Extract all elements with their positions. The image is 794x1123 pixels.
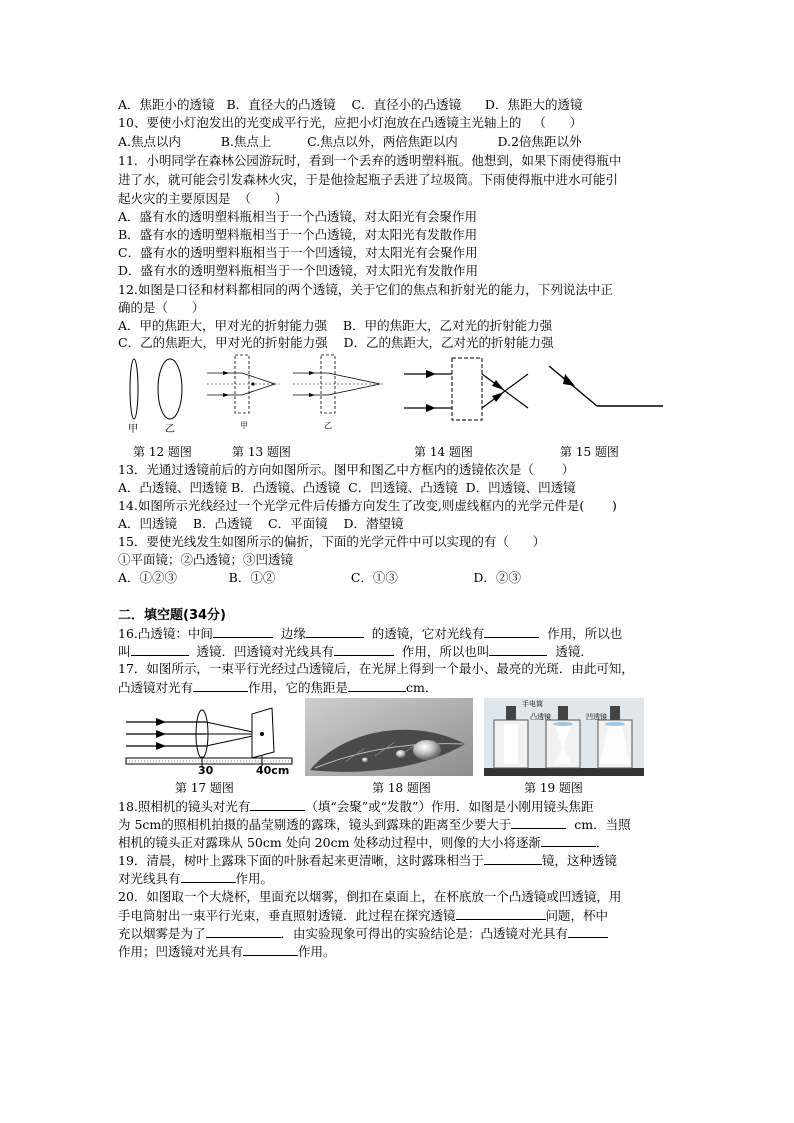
q11-option-d: D．盛有水的透明塑料瓶相当于一个凹透镜，对太阳光有发散作用 <box>118 263 479 278</box>
q17-line-1: 17．如图所示，一束平行光经过凸透镜后，在光屏上得到一个最小、最亮的光斑．由此可知， <box>118 661 634 676</box>
optical-element-box <box>452 358 482 420</box>
caption-fig18: 第 18 题图 <box>372 781 431 795</box>
caption-fig14: 第 14 题图 <box>414 445 473 459</box>
q15-elements: ①平面镜；②凸透镜；③凹透镜 <box>118 552 294 567</box>
q10-options: A.焦点以内 B.焦点上 C.焦点以外，两倍焦距以内 D.2倍焦距以外 <box>118 134 582 149</box>
caption-fig17: 第 17 题图 <box>175 781 234 795</box>
fig14-box <box>400 350 535 430</box>
fig13-rays <box>205 353 385 425</box>
q20-line-1: 20．如图取一个大烧杯，里面充以烟雾，倒扣在桌面上，在杯底放一个凸透镜或凹透镜，用 <box>118 889 622 904</box>
label-yi: 乙 <box>165 424 175 435</box>
q12-options-ab: A．甲的焦距大，甲对光的折射能力强 B．甲的焦距大，乙对光的折射能力强 <box>118 318 553 333</box>
fig19-concave-label: 凹透镜 <box>586 713 607 721</box>
caption-fig15: 第 15 题图 <box>560 445 619 459</box>
lens-jia <box>130 359 138 419</box>
q18-line-3: 相机的镜头正对露珠从 50cm 处向 20cm 处移动过程中，则像的大小将逐渐 ． <box>118 835 609 850</box>
fig18-dew-photo <box>305 698 473 776</box>
caption-fig12: 第 12 题图 <box>133 445 192 459</box>
q12-stem-1: 12.如图是口径和材料都相同的两个透镜，关于它们的焦点和折射光的能力，下列说法中正 <box>118 282 613 297</box>
q11-option-a: A．盛有水的透明塑料瓶相当于一个凸透镜，对太阳光有会聚作用 <box>118 209 478 224</box>
q16-line-2: 叫 透镜．凹透镜对光线具有 作用，所以也叫 透镜． <box>118 644 593 659</box>
q11-stem-3: 起火灾的主要原因是 （ ） <box>118 191 288 206</box>
label-yi-small: 乙 <box>324 421 332 430</box>
q12-stem-2: 确的是（ ） <box>118 300 205 315</box>
q13-options: A．凸透镜、凹透镜 B．凸透镜、凸透镜 C．凹透镜、凸透镜 D．凹透镜、凹透镜 <box>118 480 576 495</box>
caption-fig19: 第 19 题图 <box>524 781 583 795</box>
caption-fig13: 第 13 题图 <box>232 445 291 459</box>
fig15-bent-ray <box>545 362 667 417</box>
fig19-convex-label: 凸透镜 <box>530 713 551 721</box>
q11-option-b: B．盛有水的透明塑料瓶相当于一个凸透镜，对太阳光有发散作用 <box>118 227 478 242</box>
fig19-beakers <box>484 698 644 776</box>
q14-options: A．凹透镜 B．凸透镜 C．平面镜 D．潜望镜 <box>118 516 404 531</box>
lens-yi <box>158 359 182 419</box>
section-title: 二．填空题(34分) <box>118 608 226 623</box>
fig19-flashlight-label: 手电筒 <box>522 700 543 708</box>
q19-line-2: 对光线具有 作用。 <box>118 871 274 886</box>
q11-stem-1: 11．小明同学在森林公园游玩时，看到一个丢弃的透明塑料瓶。他想到，如果下雨使得瓶中 <box>118 153 622 168</box>
q20-line-2: 手电筒射出一束平行光束，垂直照射透镜．此过程在探究透镜 问题，杯中 <box>118 908 609 923</box>
q19-line-1: 19．清晨，树叶上露珠下面的叶脉看起来更清晰，这时露珠相当于 镜，这种透镜 <box>118 853 617 868</box>
q20-line-4: 作用；凹透镜对光具有 作用。 <box>118 944 336 959</box>
q9-options: A．焦距小的透镜 B．直径大的凸透镜 C．直径小的凸透镜 D．焦距大的透镜 <box>118 97 583 112</box>
q13-stem: 13．光通过透镜前后的方向如图所示。图甲和图乙中方框内的透镜依次是（ ） <box>118 462 575 477</box>
q15-stem: 15．要使光线发生如图所示的偏折，下面的光学元件中可以实现的有（ ） <box>118 534 546 549</box>
q18-line-2: 为 5cm的照相机拍摄的晶莹剔透的露珠，镜头到露珠的距离至少要大于 cm．当照 <box>118 817 631 832</box>
q16-line-1: 16.凸透镜：中间 边缘 的透镜，它对光线有 作用，所以也 <box>118 626 623 641</box>
q11-stem-2: 进了水，就可能会引发森林火灾，于是他捡起瓶子丢进了垃圾筒。下雨使得瓶中进水可能引 <box>118 172 619 187</box>
q10-stem: 10、要使小灯泡发出的光变成平行光，应把小灯泡放在凸透镜主光轴上的 （ ） <box>118 115 583 130</box>
q14-stem: 14.如图所示光线经过一个光学元件后传播方向发生了改变,则虚线框内的光学元件是( ) <box>118 498 617 513</box>
q12-options-cd: C．乙的焦距大，甲对光的折射能力强 D．乙的焦距大，乙对光的折射能力强 <box>118 335 554 350</box>
box-yi <box>321 355 335 413</box>
q18-line-1: 18.照相机的镜头对光有 （填“会聚”或“发散”）作用．如图是小刚用镜头焦距 <box>118 799 594 814</box>
label-jia: 甲 <box>128 424 138 435</box>
fig17-mark-30: 30 <box>198 764 214 777</box>
box-jia <box>235 355 249 413</box>
fig17-mark-40: 40cm <box>256 764 290 777</box>
q15-options: A．①②③ B．①② C．①③ D．②③ <box>118 570 521 585</box>
q17-line-2: 凸透镜对光有 作用，它的焦距是 cm． <box>118 680 438 695</box>
label-jia-small: 甲 <box>240 421 248 430</box>
q11-option-c: C．盛有水的透明塑料瓶相当于一个凹透镜，对太阳光有会聚作用 <box>118 245 478 260</box>
q20-line-3: 充以烟雾是为了 ．由实验现象可得出的实验结论是：凸透镜对光具有 <box>118 924 608 943</box>
